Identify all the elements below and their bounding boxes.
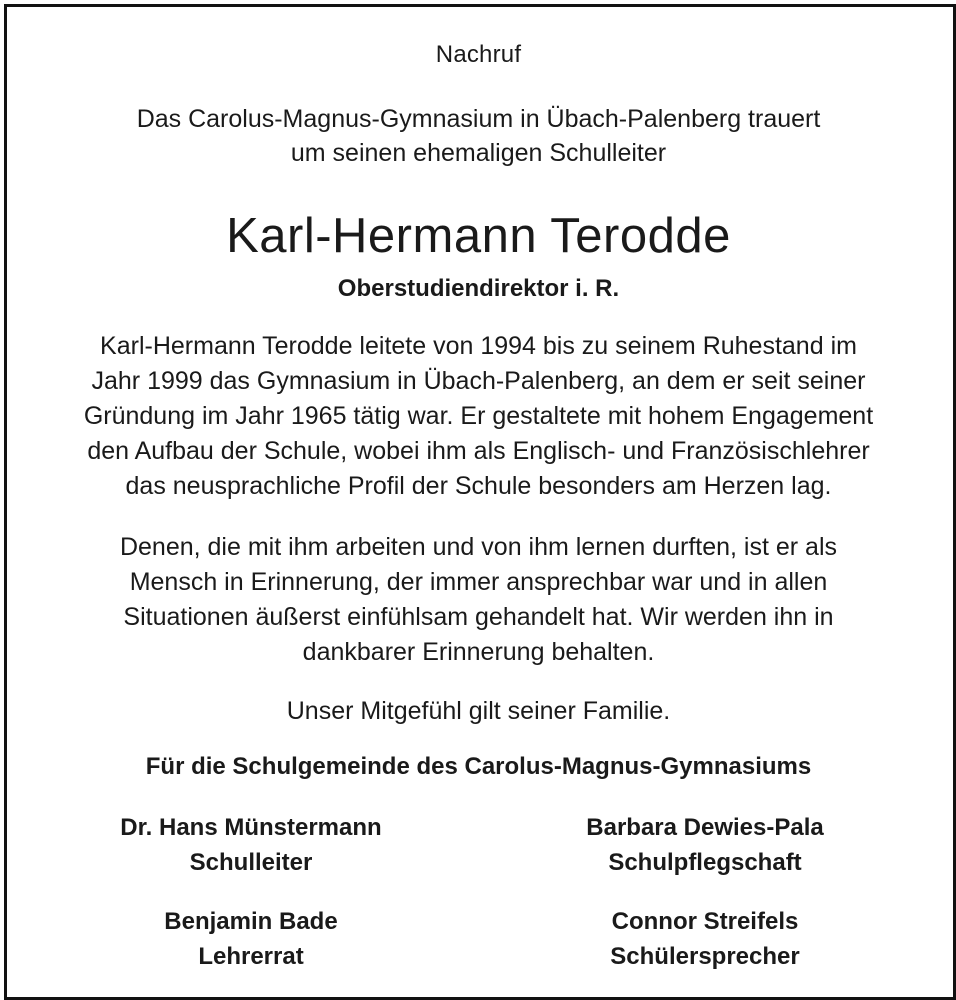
signatory [485,904,925,974]
deceased-name: Karl-Hermann Terodde [226,209,731,263]
paragraph-line: Jahr 1999 das Gymnasium in Übach-Palenberg, an dem er seit seiner [91,367,866,395]
paragraph-line: Situationen äußerst einfühlsam gehandelt hat. Wir werden ihn in [123,603,834,631]
signatory-name: Benjamin Bade [164,908,338,935]
signatory-name: Connor Streifels [611,908,799,935]
signatory [31,810,471,880]
signatory-name: Barbara Dewies-Pala [586,814,824,841]
condolence-text: Unser Mitgefühl gilt seiner Familie. [286,697,671,725]
paragraph-line: den Aufbau der Schule, wobei ihm als Englisch- und Französischlehrer [87,437,870,465]
signatory [31,904,471,974]
biography-paragraph [27,329,930,504]
condolence-line [27,694,930,729]
deceased-title: Oberstudiendirektor i. R. [337,275,620,302]
signatory-role: Schulpflegschaft [608,849,802,876]
paragraph-line: Denen, die mit ihm arbeiten und von ihm lernen durften, ist er als [119,533,838,561]
intro-line: um seinen ehemaligen Schulleiter [290,139,667,167]
signatory-role: Schülersprecher [610,943,800,970]
paragraph-line: Mensch in Erinnerung, der immer ansprechbar war und in allen [129,568,828,596]
signatory-name: Dr. Hans Münstermann [120,814,382,841]
obituary-notice [7,7,950,994]
paragraph-line: dankbarer Erinnerung behalten. [302,638,655,666]
signatory [485,810,925,880]
notice-heading: Nachruf [435,41,522,68]
organization-line: Für die Schulgemeinde des Carolus-Magnus-Gymnasiums [145,753,812,780]
remembrance-paragraph [27,530,930,670]
paragraph-line: Karl-Hermann Terodde leitete von 1994 bis zu seinem Ruhestand im [100,332,857,360]
intro-line: Das Carolus-Magnus-Gymnasium in Übach-Palenberg trauert [136,105,821,133]
notice-intro [7,102,950,170]
signatory-role: Lehrerrat [198,943,304,970]
signatory-role: Schulleiter [189,849,313,876]
paragraph-line: das neusprachliche Profil der Schule besonders am Herzen lag. [125,472,832,500]
paragraph-line: Gründung im Jahr 1965 tätig war. Er gestaltete mit hohem Engagement [83,402,874,430]
